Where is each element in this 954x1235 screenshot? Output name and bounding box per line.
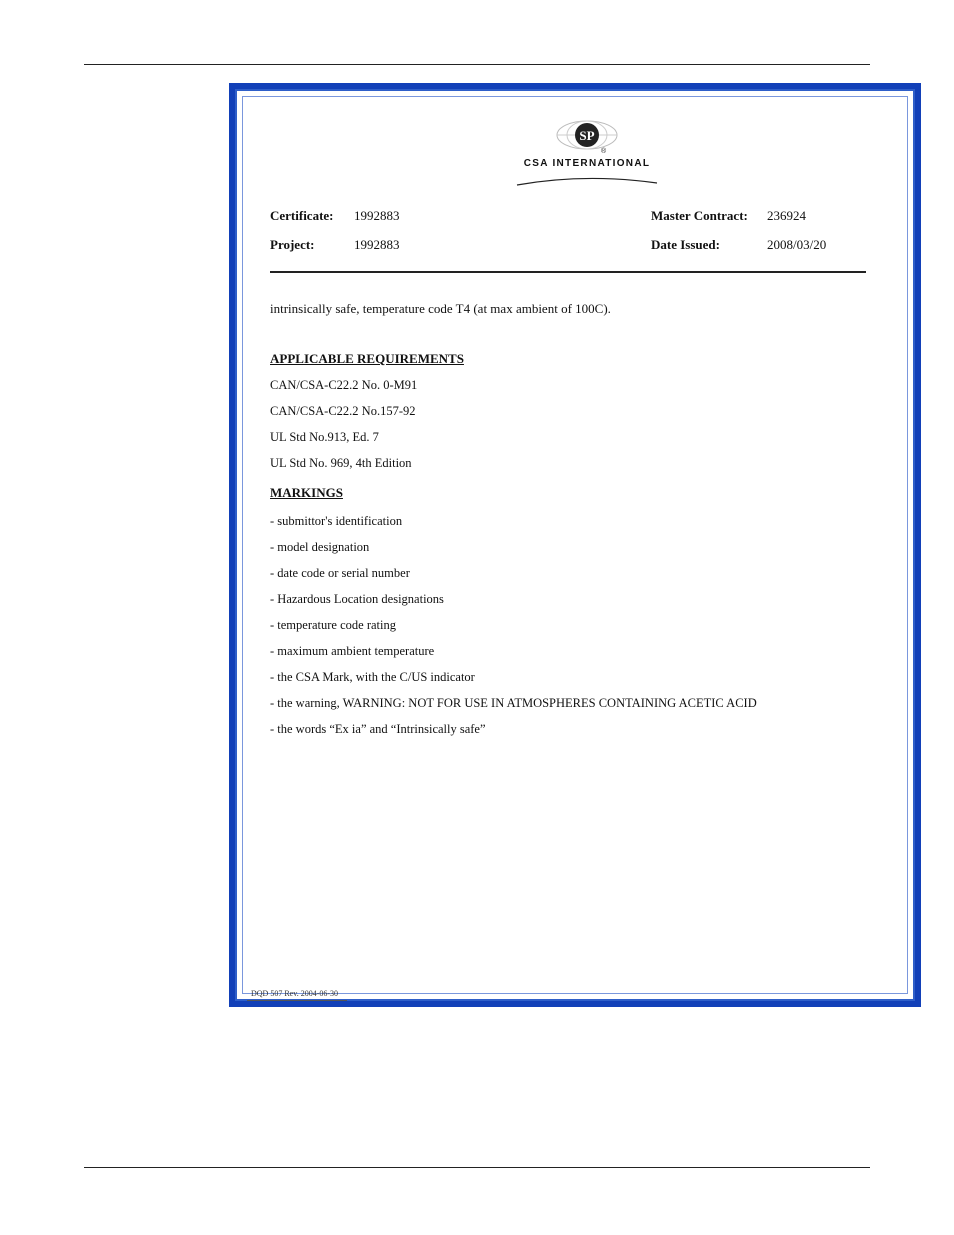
form-code-underline <box>247 1000 347 1001</box>
csa-logo-icon <box>555 117 619 157</box>
project-value: 1992883 <box>354 237 400 252</box>
csa-logo <box>517 117 657 187</box>
requirement-item: CAN/CSA-C22.2 No.157-92 <box>270 404 416 418</box>
requirements-heading: APPLICABLE REQUIREMENTS <box>270 351 464 366</box>
svg-text:®: ® <box>601 148 607 155</box>
marking-item: - maximum ambient temperature <box>270 644 435 658</box>
marking-item: - the words “Ex ia” and “Intrinsically safe” <box>270 722 486 736</box>
certificate-label: Certificate: <box>270 208 334 223</box>
master-contract-label: Master Contract: <box>651 208 748 223</box>
requirement-item: CAN/CSA-C22.2 No. 0-M91 <box>270 378 418 392</box>
header-divider <box>270 271 866 273</box>
page-header-rule <box>84 64 870 65</box>
page-footer-rule <box>84 1167 870 1168</box>
requirement-item: UL Std No.913, Ed. 7 <box>270 430 379 444</box>
requirement-item: UL Std No. 969, 4th Edition <box>270 456 412 470</box>
logo-text: CSA INTERNATIONAL <box>523 158 651 169</box>
marking-item: - model designation <box>270 540 370 554</box>
marking-item: - the CSA Mark, with the C/US indicator <box>270 670 475 684</box>
marking-item: - the warning, WARNING: NOT FOR USE IN ATMOSPHERES CONTAINING ACETIC ACID <box>270 696 757 710</box>
svg-text:SP: SP <box>579 128 595 143</box>
marking-item: - Hazardous Location designations <box>270 592 444 606</box>
intro-text: intrinsically safe, temperature code T4 (at max ambient of 100C). <box>270 301 611 316</box>
certificate-value: 1992883 <box>354 208 400 223</box>
certificate-page <box>235 89 915 1001</box>
master-contract-value: 236924 <box>767 208 806 223</box>
marking-item: - date code or serial number <box>270 566 410 580</box>
date-issued-label: Date Issued: <box>651 237 720 252</box>
markings-heading: MARKINGS <box>270 485 343 500</box>
date-issued-value: 2008/03/20 <box>767 237 827 252</box>
form-code: DQD 507 Rev. 2004-06-30 <box>251 989 339 998</box>
project-label: Project: <box>270 237 315 252</box>
certificate-image <box>229 83 921 1007</box>
marking-item: - temperature code rating <box>270 618 396 632</box>
marking-item: - submittor's identification <box>270 514 403 528</box>
logo-swoosh <box>515 175 659 187</box>
